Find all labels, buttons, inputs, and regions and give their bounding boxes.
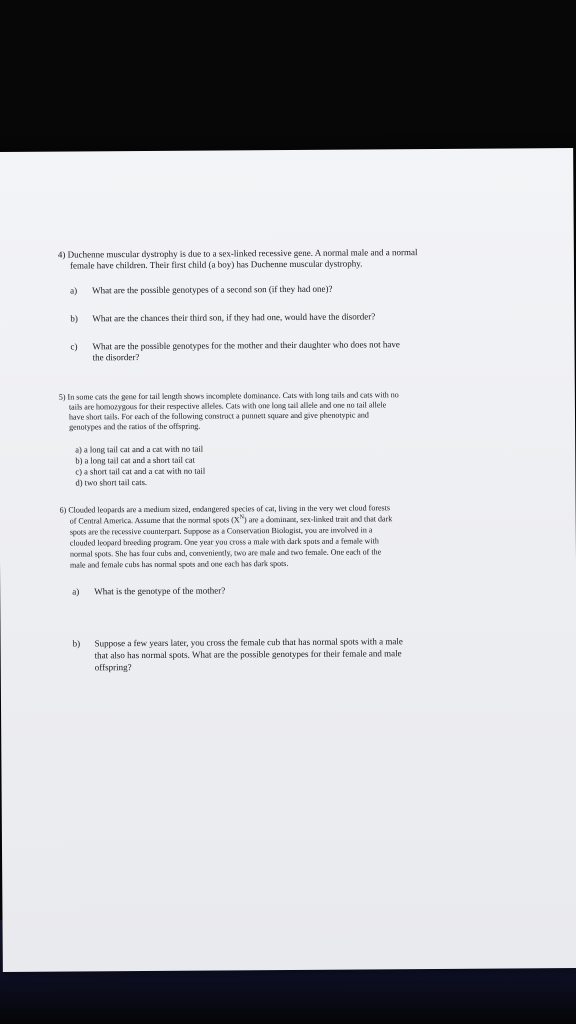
q6-line-1: 6) Clouded leopards are a medium sized, endangered species of cat, living in the very wet cloud forests [59,503,391,515]
q5-option-d: d) two short tail cats. [75,476,148,488]
q4-b-text: What are the chances their third son, if they had one, would have the disorder? [92,311,376,324]
q6-b-line-1: Suppose a few years later, you cross the female cub that has normal spots with a male [94,636,403,649]
q5-options [59,441,519,488]
q6-part-a [60,583,520,597]
question-4 [58,246,519,363]
q4-part-b [58,310,518,324]
worksheet-content [58,246,521,673]
q5-option-c: c) a short tail cat and a cat with no tail [75,465,206,477]
q6-line-5: normal spots. She has four cubs and, conveniently, two are male and two female. One each of the [69,547,382,559]
q6-b-text [95,634,521,673]
question-6 [60,501,521,673]
q6-b-line-3: offspring? [94,662,132,673]
q4-intro-line-2: female have children. Their first child (a boy) has Duchenne muscular dystrophy. [69,258,363,271]
q4-a-text: What are the possible genotypes of a second son (if they had one)? [92,283,333,296]
q6-line-2-part-a: of Central America. Assume that the normal spots (X [69,515,240,526]
q6-b-line-2: that also has normal spots. What are the possible genotypes for their female and male [94,648,402,661]
q6-a-letter: a) [72,586,80,597]
q4-c-letter: c) [70,341,78,352]
q5-line-3: have short tails. For each of the following construct a punnett square and give phenotypic and [68,410,369,422]
q5-option-b: b) a long tail cat and a short tail cat [75,454,196,466]
q5-option-a: a) a long tail cat and a cat with no tail [75,443,204,455]
q4-c-line-1: What are the possible genotypes for the mother and their daughter who does not have [92,339,400,352]
q6-a-text: What is the genotype of the mother? [94,585,226,597]
q6-line-6: male and female cubs has normal spots and one each has dark spots. [69,558,289,570]
q4-c-line-2: the disorder? [92,352,140,363]
q4-c-text [92,338,518,363]
q4-part-a [58,282,518,296]
q6-line-2-part-b: ) are a dominant, sex-linked trait and that dark [243,514,393,525]
q4-part-c [58,338,518,363]
q5-line-1: 5) In some cats the gene for tail length shows incomplete dominance. Cats with long tails and cats with no [58,390,399,402]
q5-line-4: genotypes and the ratios of the offspring. [69,421,201,432]
question-5 [59,389,520,488]
q6-b-letter: b) [72,638,81,649]
q6-line-4: clouded leopard breeding program. One year you cross a male with dark spots and a female with [69,536,379,548]
q4-a-letter: a) [70,285,78,296]
worksheet-page [0,148,576,972]
q4-b-letter: b) [70,313,78,324]
q4-intro-line-1: 4) Duchenne muscular dystrophy is due to a sex-linked recessive gene. A normal male and a normal [57,247,418,260]
q6-line-2-superscript: N [239,514,245,521]
q6-part-b [61,634,521,673]
q6-line-3: spots are the recessive counterpart. Suppose as a Conservation Biologist, you are involved in a [69,525,373,537]
q5-line-2: tails are homozygous for their respective alleles. Cats with one long tail allele and one no tail allele [68,400,387,412]
